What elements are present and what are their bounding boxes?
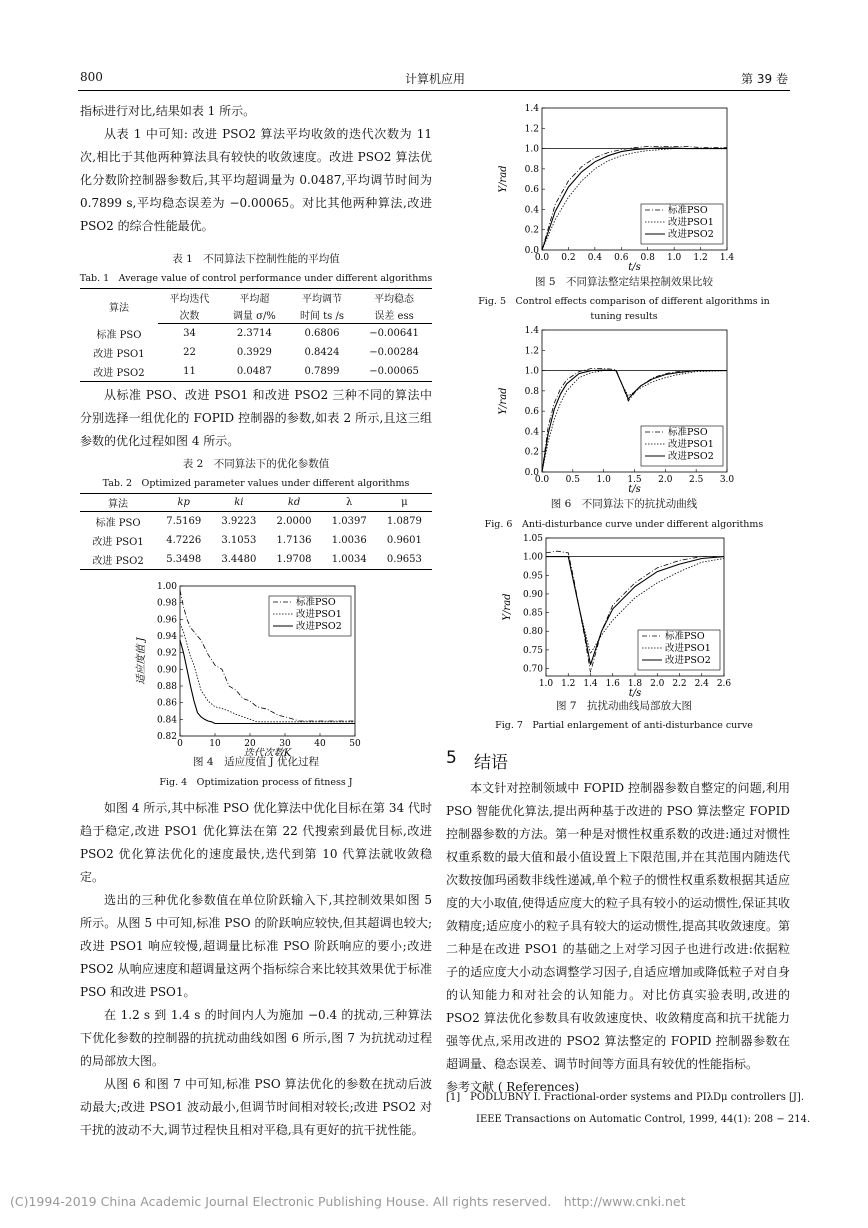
- table-cell: 3.1053: [221, 535, 257, 546]
- fig5-chart: [490, 100, 750, 272]
- y-tick-label: 1.0: [524, 144, 539, 155]
- y-tick-label: 0.75: [522, 645, 543, 656]
- table-cell: 0.3929: [236, 346, 272, 358]
- references-title: 参考文献 ( References): [446, 1080, 580, 1094]
- table-cell: 11: [158, 362, 221, 382]
- y-tick-label: 1.2: [524, 124, 539, 135]
- legend-label: 改进PSO2: [668, 451, 714, 462]
- paragraph: 如图 4 所示,其中标准 PSO 优化算法中优化目标在第 34 代时趋于稳定,改进 PSO1 优化算法在第 22 代搜索到最优目标,改进 PSO2 优化算法优化的速度最快,迭代到第 10 代算法就收敛稳定。: [80, 801, 432, 884]
- y-tick-label: 0.86: [156, 698, 177, 709]
- x-tick-label: 10: [209, 739, 221, 749]
- x-tick-label: 2.2: [672, 679, 687, 689]
- table2: [80, 493, 432, 570]
- table-cell: −0.00641: [369, 327, 419, 339]
- section-number: 5: [446, 748, 457, 768]
- paragraph: 从图 6 和图 7 中可知,标准 PSO 算法优化的参数在扰动后波动最大;改进 PSO1 波动最小,但调节时间相对较长;改进 PSO2 对干扰的波动不大,调节过程快且相对平稳,具有更好的抗干扰性能。: [80, 1077, 432, 1137]
- legend-label: 标准PSO: [668, 427, 708, 438]
- table-row: [80, 550, 432, 570]
- x-tick-label: 40: [314, 739, 326, 749]
- table-header: 平均迭代: [158, 289, 221, 307]
- table-header: 误差 ess: [356, 306, 432, 324]
- table-cell: 1.0397: [331, 516, 367, 527]
- table-cell: 34: [183, 327, 196, 339]
- table-cell: −0.00284: [369, 346, 419, 358]
- y-tick-label: 0.2: [524, 225, 539, 236]
- legend-label: 改进PSO2: [665, 655, 711, 666]
- y-axis-label: Y/rad: [498, 165, 509, 193]
- page-number: 800: [80, 70, 103, 84]
- table-header: μ: [377, 494, 432, 512]
- table-cell: 4.7226: [166, 535, 202, 546]
- table-cell: 改进 PSO1: [92, 537, 144, 548]
- fig6-caption-en: Fig. 6 Anti-disturbance curve under different algorithms: [484, 519, 764, 530]
- y-tick-label: 0.96: [156, 615, 177, 626]
- y-tick-label: 0.82: [156, 732, 177, 742]
- x-tick-label: 2.0: [650, 679, 665, 689]
- x-tick-label: 0.6: [614, 253, 629, 263]
- series-line: [180, 624, 355, 722]
- paragraph: 从表 1 中可知: 改进 PSO2 算法平均收敛的迭代次数为 11 次,相比于其他两种算法具有较快的收敛速度。改进 PSO2 算法优化分数阶控制器参数后,其平均超调量为 0.0487,平均调节时间为 0.7899 s,平均稳态误差为 −0.00065。对比其他两种算法,改进 PSO2 的综合性能最优。: [80, 127, 432, 233]
- table-cell: 0.0487: [221, 362, 288, 382]
- table-cell: 7.5169: [166, 516, 202, 527]
- y-tick-label: 0.94: [156, 632, 177, 642]
- x-tick-label: 0: [177, 739, 183, 749]
- table-cell: −0.00065: [356, 362, 432, 382]
- x-tick-label: 30: [279, 739, 291, 749]
- table-header: ki: [211, 494, 266, 512]
- paragraph: 指标进行对比,结果如表 1 所示。: [80, 104, 256, 118]
- table-cell: 3.9223: [221, 516, 257, 527]
- y-tick-label: 1.4: [524, 326, 539, 336]
- table-cell: 22: [183, 346, 196, 358]
- y-tick-label: 1.00: [522, 552, 543, 563]
- x-axis-label: 迭代次数K: [243, 748, 292, 756]
- table-row: [80, 343, 432, 362]
- fig4-chart: [120, 578, 380, 756]
- x-tick-label: 0.0: [534, 475, 550, 485]
- fig5-caption-en-1: Fig. 5 Control effects comparison of different algorithms in: [478, 296, 770, 307]
- y-tick-label: 0.80: [522, 627, 543, 638]
- left-text-block-3: [80, 797, 432, 1142]
- section-title: 结语: [474, 753, 508, 773]
- table-header: 调量 σ/%: [221, 306, 288, 324]
- x-tick-label: 0.2: [561, 253, 576, 263]
- reference-1-line-2: IEEE Transactions on Automatic Control, 1999, 44(1): 208 − 214.: [476, 1114, 811, 1125]
- x-axis-label: t/s: [628, 262, 641, 272]
- y-tick-label: 0.0: [524, 246, 539, 256]
- paragraph: 本文针对控制领域中 FOPID 控制器参数自整定的问题,利用 PSO 智能优化算法,提出两种基于改进的 PSO 算法整定 FOPID 控制器参数的方法。第一种是对惯性权重系数的改进:通过对惯性权重系数的最大值和最小值设置上下限范围,并在其范围内随迭代次数按伽玛函数非线性递减,单个粒子的惯性权重系数根据其适应度的大小取值,使得适应度大的粒子具有较小的运动惯性,保证其收敛精度;适应度小的粒子具有较大的运动惯性,提高其收敛速度。第二种是在改进 PSO1 的基础之上对学习因子也进行改进:依据粒子的适应度大小动态调整学习因子,自适应增加或降低粒子对自身的认知能力和对社会的认知能力。对比仿真实验表明,改进的 PSO2 算法优化参数具有收敛速度快、收敛精度高和抗干扰能力强等优点,采用改进的 PSO2 算法整定的 FOPID 控制器参数在超调量、稳态误差、调节时间等方面具有较优的性能指标。: [446, 781, 790, 1071]
- x-tick-label: 0.5: [565, 475, 580, 485]
- legend-label: 改进PSO2: [668, 229, 714, 240]
- y-tick-label: 0.4: [524, 427, 539, 438]
- legend-label: 标准PSO: [668, 205, 708, 216]
- reference-1-line-1: [1] PODLUBNY I. Fractional-order systems and PIλDμ controllers [J].: [446, 1092, 805, 1103]
- table-row: [80, 362, 432, 382]
- fig6-chart: [490, 322, 750, 496]
- x-tick-label: 1.8: [627, 679, 643, 689]
- x-tick-label: 1.4: [719, 253, 735, 263]
- x-tick-label: 1.6: [605, 679, 620, 689]
- legend-label: 改进PSO2: [296, 621, 342, 632]
- table-cell: 1.0034: [322, 550, 377, 570]
- y-tick-label: 1.0: [524, 366, 539, 377]
- copyright-footer: (C)1994-2019 China Academic Journal Electronic Publishing House. All rights reserved. http://www.cnki.net: [10, 1194, 686, 1209]
- legend-label: 改进PSO1: [296, 609, 342, 620]
- table-cell: 1.7136: [276, 535, 312, 546]
- x-tick-label: 1.0: [596, 475, 611, 485]
- y-tick-label: 0.4: [524, 205, 539, 216]
- table-cell: 0.8424: [304, 346, 340, 358]
- table-header: 算法: [80, 289, 158, 324]
- table-cell: 标准 PSO: [95, 518, 141, 529]
- x-tick-label: 2.6: [716, 679, 732, 689]
- x-axis-label: t/s: [628, 484, 641, 495]
- y-tick-label: 0.95: [522, 571, 543, 582]
- y-tick-label: 0.8: [524, 386, 539, 397]
- legend-label: 标准PSO: [665, 631, 705, 642]
- table-cell: 0.7899: [288, 362, 356, 382]
- table-cell: 改进 PSO2: [80, 362, 158, 382]
- table1-caption-en: Tab. 1 Average value of control performance under different algorithms: [79, 273, 433, 284]
- table-row: [80, 324, 432, 343]
- table-cell: 2.3714: [236, 327, 272, 339]
- fig6-caption-cn: 图 6 不同算法下的抗扰动曲线: [550, 498, 698, 510]
- y-tick-label: 0.2: [524, 447, 539, 458]
- table-cell: 1.0879: [386, 516, 422, 527]
- fig7-chart: [490, 530, 750, 698]
- y-axis-label: Y/rad: [498, 387, 509, 415]
- x-tick-label: 1.0: [666, 253, 682, 263]
- table-cell: 0.9653: [377, 550, 432, 570]
- y-axis-label: 适应度值 J: [136, 637, 147, 685]
- x-tick-label: 1.2: [561, 679, 576, 689]
- table-cell: 5.3498: [156, 550, 211, 570]
- journal-title: 计算机应用: [404, 72, 465, 86]
- table-header: 次数: [158, 306, 221, 324]
- legend-label: 改进PSO1: [668, 439, 714, 450]
- fig4-caption-en: Fig. 4 Optimization process of fitness J: [159, 777, 353, 788]
- x-tick-label: 50: [349, 739, 361, 749]
- conclusion-text: [446, 777, 790, 1099]
- table-cell: 1.9708: [266, 550, 321, 570]
- y-tick-label: 0.0: [524, 468, 539, 478]
- y-axis-label: Y/rad: [502, 593, 513, 621]
- y-tick-label: 0.8: [524, 164, 539, 175]
- table-header: 平均调节: [288, 289, 356, 307]
- table-header: 时间 ts /s: [288, 306, 356, 324]
- fig5-caption-en-2: tuning results: [590, 311, 658, 322]
- volume-label: 第 39 卷: [741, 72, 788, 86]
- y-tick-label: 0.92: [156, 648, 177, 659]
- paragraph: 选出的三种优化参数值在单位阶跃输入下,其控制效果如图 5 所示。从图 5 中可知,标准 PSO 的阶跃响应较快,但其超调也较大;改进 PSO1 响应较慢,超调量比标准 PSO 阶跃响应的要小;改进 PSO2 从响应速度和超调量这两个指标综合来比较其效果优于标准 PSO 和改进 PSO1。: [80, 893, 432, 999]
- x-tick-label: 1.0: [538, 679, 554, 689]
- y-tick-label: 0.98: [156, 598, 177, 609]
- table-row: [80, 512, 432, 532]
- table-header: kp: [156, 494, 211, 512]
- y-tick-label: 1.2: [524, 346, 539, 357]
- fig7-caption-en: Fig. 7 Partial enlargement of anti-disturbance curve: [495, 720, 753, 731]
- y-tick-label: 1.00: [156, 582, 177, 592]
- y-tick-label: 0.84: [156, 715, 177, 726]
- table-header: 算法: [80, 494, 156, 512]
- left-text-block-2: [80, 384, 432, 453]
- x-tick-label: 1.2: [693, 253, 708, 263]
- table1-caption-cn: 表 1 不同算法下控制性能的平均值: [172, 253, 340, 265]
- table2-caption-en: Tab. 2 Optimized parameter values under different algorithms: [102, 478, 410, 489]
- x-tick-label: 20: [244, 739, 256, 749]
- table1: [80, 288, 432, 382]
- x-tick-label: 0.0: [534, 253, 550, 263]
- y-tick-label: 0.70: [522, 664, 543, 675]
- x-tick-label: 0.4: [587, 253, 603, 263]
- table-row: [80, 531, 432, 550]
- y-tick-label: 1.4: [524, 104, 539, 114]
- table-cell: 改进 PSO1: [93, 348, 145, 360]
- legend-label: 标准PSO: [296, 597, 336, 608]
- legend-label: 改进PSO1: [665, 643, 711, 654]
- x-tick-label: 3.0: [719, 475, 735, 485]
- y-tick-label: 0.85: [522, 608, 543, 619]
- table-cell: 0.9601: [386, 535, 422, 546]
- table-header: 平均稳态: [356, 289, 432, 307]
- table-header: kd: [266, 494, 321, 512]
- fig7-caption-cn: 图 7 抗扰动曲线局部放大图: [555, 700, 693, 712]
- x-tick-label: 2.0: [658, 475, 673, 485]
- table-cell: 标准 PSO: [96, 329, 142, 341]
- table-cell: 1.0036: [331, 535, 367, 546]
- legend-label: 改进PSO1: [668, 217, 714, 228]
- x-tick-label: 2.4: [694, 679, 709, 689]
- y-tick-label: 0.88: [156, 682, 177, 692]
- y-tick-label: 0.90: [156, 665, 177, 676]
- table-cell: 3.4480: [211, 550, 266, 570]
- y-tick-label: 0.6: [524, 407, 539, 418]
- x-tick-label: 1.5: [627, 475, 642, 485]
- series-line: [180, 640, 355, 723]
- table-cell: 2.0000: [276, 516, 312, 527]
- paragraph: 在 1.2 s 到 1.4 s 的时间内人为施加 −0.4 的扰动,三种算法下优化参数的控制器的抗扰动曲线如图 6 所示,图 7 为抗扰动过程的局部放大图。: [80, 1008, 432, 1068]
- y-tick-label: 0.90: [522, 589, 543, 600]
- x-tick-label: 0.8: [640, 253, 655, 263]
- fig4-caption-cn: 图 4 适应度值 J 优化过程: [193, 756, 319, 768]
- table-cell: 改进 PSO2: [80, 550, 156, 570]
- y-tick-label: 0.6: [524, 185, 539, 196]
- x-tick-label: 2.5: [689, 475, 704, 485]
- fig5-caption-cn: 图 5 不同算法整定结果控制效果比较: [534, 276, 714, 288]
- paragraph: 从标准 PSO、改进 PSO1 和改进 PSO2 三种不同的算法中分别选择一组优化的 FOPID 控制器的参数,如表 2 所示,且这三组参数的优化过程如图 4 所示。: [80, 388, 432, 448]
- header-rule: [78, 90, 790, 91]
- y-tick-label: 1.05: [522, 534, 543, 544]
- table2-caption-cn: 表 2 不同算法下的优化参数值: [182, 458, 330, 470]
- table-header: λ: [322, 494, 377, 512]
- table-cell: 0.6806: [304, 327, 340, 339]
- x-tick-label: 1.4: [583, 679, 598, 689]
- x-axis-label: t/s: [628, 688, 642, 698]
- left-text-block-1: [80, 100, 432, 238]
- table-header: 平均超: [221, 289, 288, 307]
